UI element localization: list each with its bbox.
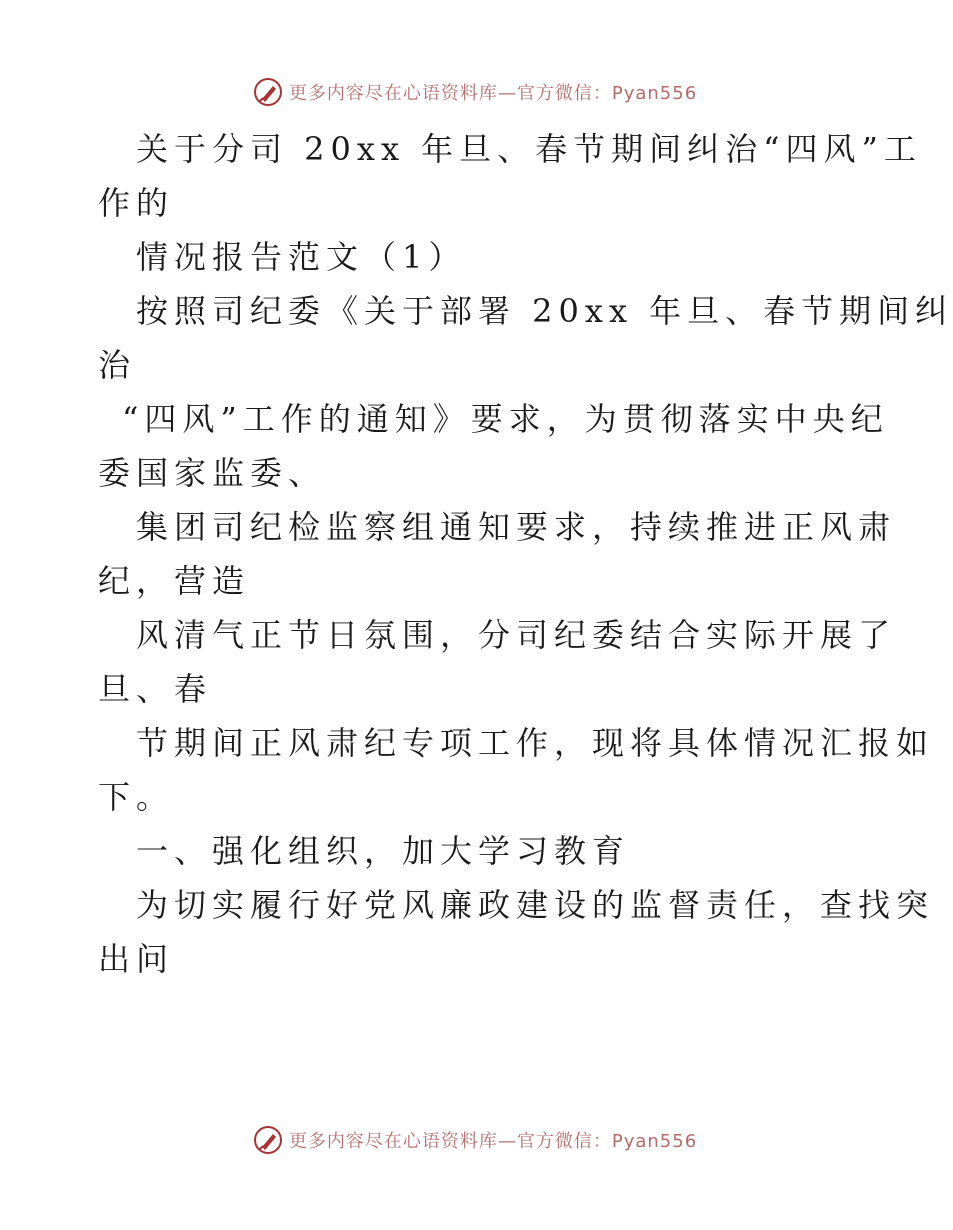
text-line: 纪，营造 [98, 562, 251, 600]
text-line: 集团司纪检监察组通知要求，持续推进正风肃 [136, 508, 897, 546]
pen-nib-logo-icon [253, 1125, 283, 1155]
text-line: 委国家监委、 [98, 454, 327, 492]
text-line: 旦、春 [98, 670, 213, 708]
text-line: 治 [98, 346, 137, 384]
pen-nib-logo-icon [253, 77, 283, 107]
section-heading: 一、强化组织，加大学习教育 [136, 832, 631, 870]
watermark-text: 更多内容尽在心语资料库—官方微信：Pyan556 [288, 1131, 698, 1152]
text-line: 下。 [98, 778, 175, 816]
text-line: 节期间正风肃纪专项工作，现将具体情况汇报如 [136, 724, 935, 762]
watermark-text: 更多内容尽在心语资料库—官方微信：Pyan556 [288, 83, 698, 104]
text-line: 作的 [98, 184, 175, 222]
watermark-footer [0, 1120, 950, 1160]
document-body [98, 122, 953, 986]
text-line: “四风”工作的通知》要求，为贯彻落实中央纪 [122, 400, 889, 438]
text-line: 情况报告范文（1） [136, 238, 467, 276]
watermark-header [0, 72, 950, 112]
text-line: 风清气正节日氛围，分司纪委结合实际开展了 [136, 616, 897, 654]
text-line: 出问 [98, 940, 175, 978]
text-line: 为切实履行好党风廉政建设的监督责任，查找突 [136, 886, 935, 924]
text-line: 关于分司 20xx 年旦、春节期间纠治“四风”工 [136, 130, 922, 168]
text-line: 按照司纪委《关于部署 20xx 年旦、春节期间纠 [136, 292, 953, 330]
